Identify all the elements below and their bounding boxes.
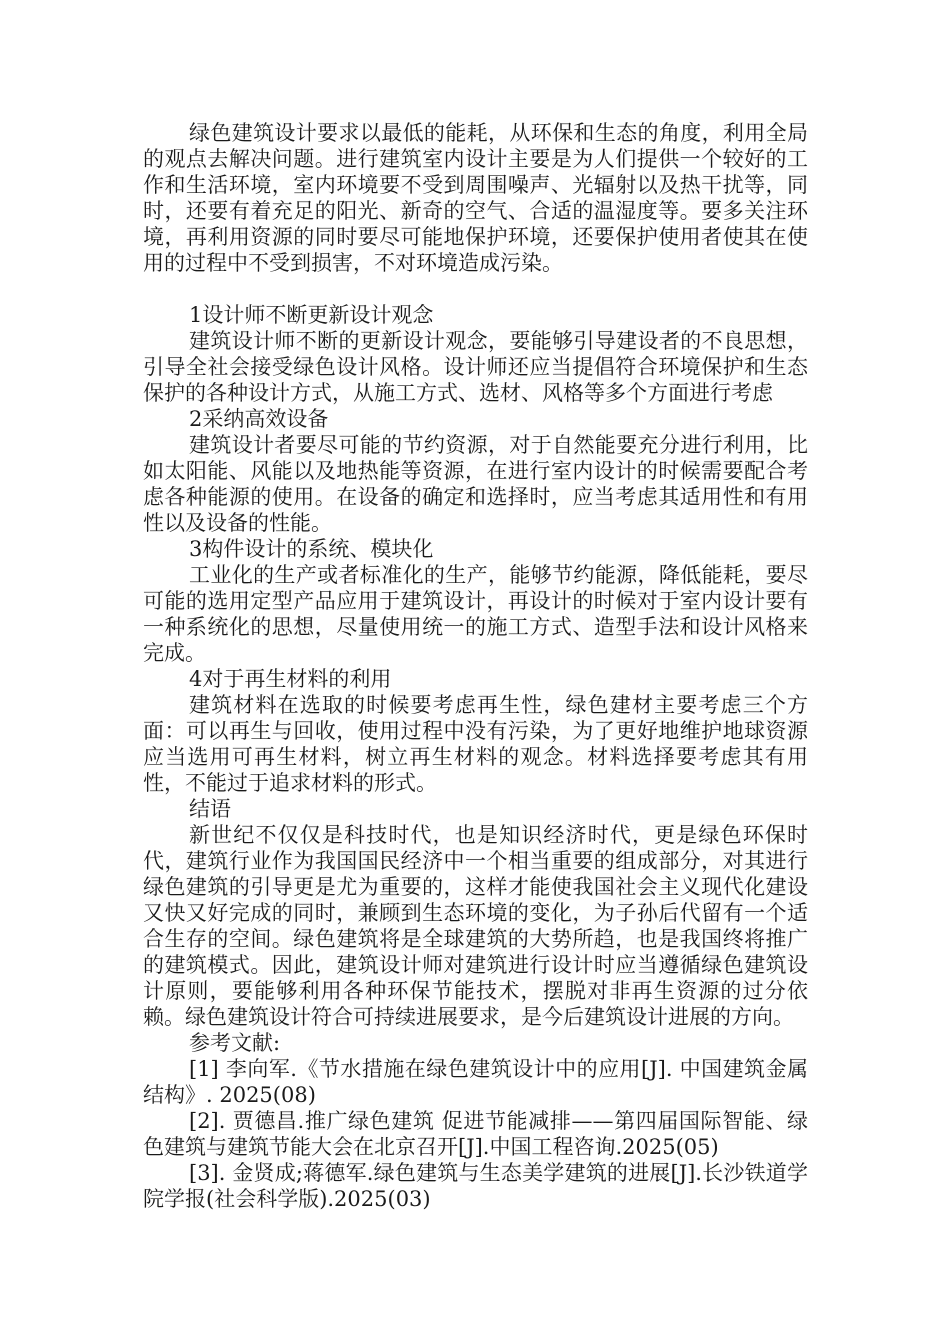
document-body	[143, 120, 808, 1212]
section-paragraph-3: 工业化的生产或者标准化的生产，能够节约能源，降低能耗，要尽可能的选用定型产品应用于建筑设计，再设计的时候对于室内设计要有一种系统化的思想，尽量使用统一的施工方式、造型手法和设计风格来完成。	[143, 563, 808, 665]
intro-paragraph: 绿色建筑设计要求以最低的能耗，从环保和生态的角度，利用全局的观点去解决问题。进行建筑室内设计主要是为人们提供一个较好的工作和生活环境，室内环境要不受到周围噪声、光辐射以及热干扰等，同时，还要有着充足的阳光、新奇的空气、合适的温湿度等。要多关注环境，再利用资源的同时要尽可能地保护环境，还要保护使用者使其在使用的过程中不受到损害，不对环境造成污染。	[143, 121, 808, 275]
reference-item: [2]. 贾德昌.推广绿色建筑 促进节能减排——第四届国际智能、绿色建筑与建筑节能大会在北京召开[J].中国工程咨询.2025(05)	[143, 1109, 808, 1159]
section-heading-2: 2采纳高效设备	[189, 407, 329, 431]
section-paragraph-1: 建筑设计师不断的更新设计观念，要能够引导建设者的不良思想，引导全社会接受绿色设计风格。设计师还应当提倡符合环境保护和生态保护的各种设计方式，从施工方式、选材、风格等多个方面进行考虑	[143, 329, 808, 405]
section-paragraph-2: 建筑设计者要尽可能的节约资源，对于自然能要充分进行利用，比如太阳能、风能以及地热能等资源，在进行室内设计的时候需要配合考虑各种能源的使用。在设备的确定和选择时，应当考虑其适用性和有用性以及设备的性能。	[143, 433, 808, 535]
reference-item: [3]. 金贤成;蒋德军.绿色建筑与生态美学建筑的进展[J].长沙铁道学院学报(社会科学版).2025(03)	[143, 1161, 808, 1211]
section-heading-4: 4对于再生材料的利用	[189, 667, 392, 691]
section-paragraph-4: 建筑材料在选取的时候要考虑再生性，绿色建材主要考虑三个方面：可以再生与回收，使用过程中没有污染，为了更好地维护地球资源应当选用可再生材料，树立再生材料的观念。材料选择要考虑其有用性，不能过于追求材料的形式。	[143, 693, 808, 795]
section-heading-1: 1设计师不断更新设计观念	[189, 303, 434, 327]
section-heading-3: 3构件设计的系统、模块化	[189, 537, 434, 561]
references-heading: 参考文献:	[189, 1031, 281, 1055]
conclusion-heading: 结语	[189, 797, 231, 821]
conclusion-paragraph: 新世纪不仅仅是科技时代，也是知识经济时代，更是绿色环保时代，建筑行业作为我国国民经济中一个相当重要的组成部分，对其进行绿色建筑的引导更是尤为重要的，这样才能使我国社会主义现代化建设又快又好完成的同时，兼顾到生态环境的变化，为子孙后代留有一个适合生存的空间。绿色建筑将是全球建筑的大势所趋，也是我国终将推广的建筑模式。因此，建筑设计师对建筑进行设计时应当遵循绿色建筑设计原则，要能够利用各种环保节能技术，摆脱对非再生资源的过分依赖。绿色建筑设计符合可持续进展要求，是今后建筑设计进展的方向。	[143, 823, 808, 1029]
reference-item: [1] 李向军.《节水措施在绿色建筑设计中的应用[J]. 中国建筑金属结构》. 2025(08)	[143, 1057, 808, 1107]
